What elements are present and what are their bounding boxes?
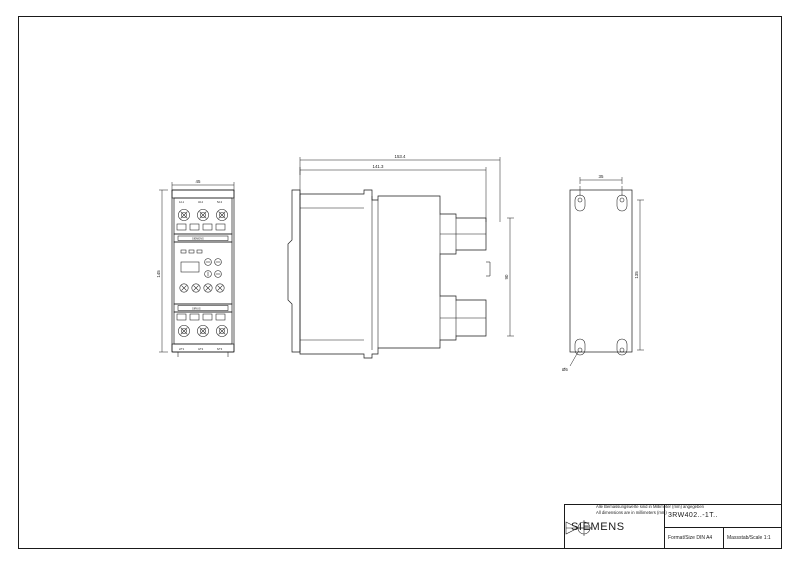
svg-text:5/L3: 5/L3 bbox=[217, 201, 223, 204]
title-block-row-designation bbox=[665, 505, 782, 528]
svg-text:1/L1: 1/L1 bbox=[179, 201, 185, 204]
title-block bbox=[564, 504, 782, 549]
front-view-dimensions bbox=[156, 179, 234, 352]
dim-side-height: 90 bbox=[504, 274, 509, 280]
note-de: Alle Bemassungswerte sind in Millimeter (mm) angegeben bbox=[596, 504, 704, 509]
svg-text:4/T2: 4/T2 bbox=[198, 348, 204, 351]
svg-text:SIRIUS: SIRIUS bbox=[192, 307, 201, 311]
dim-side-total-depth: 153.4 bbox=[394, 154, 406, 159]
dim-plate-hole-spacing: 35 bbox=[598, 174, 604, 179]
side-view-dimensions bbox=[300, 154, 514, 336]
title-block-logo bbox=[565, 505, 665, 549]
svg-text:2/T1: 2/T1 bbox=[179, 348, 185, 351]
format-value: DIN A4 bbox=[696, 535, 713, 542]
title-block-row-format bbox=[665, 528, 782, 550]
dim-plate-height: 135 bbox=[634, 271, 639, 279]
scale-value: 1:1 bbox=[763, 535, 771, 542]
svg-text:3/L2: 3/L2 bbox=[198, 201, 204, 204]
side-view bbox=[288, 190, 490, 358]
format-field bbox=[665, 528, 724, 550]
note-en: All dimensions are in millimeters (mm) bbox=[596, 510, 667, 515]
svg-text:SIEMENS: SIEMENS bbox=[192, 237, 204, 241]
dim-front-width: 45 bbox=[195, 179, 201, 184]
scale-field bbox=[724, 528, 782, 550]
drawing-designation: 3RW402..-1T.. bbox=[668, 512, 718, 520]
mounting-plate-view bbox=[562, 186, 632, 372]
mounting-plate-dimensions bbox=[580, 174, 644, 350]
siemens-wordmark: SIEMENS bbox=[571, 521, 625, 533]
title-block-fields bbox=[665, 505, 782, 549]
svg-text:6/T3: 6/T3 bbox=[217, 348, 223, 351]
dim-front-height: 145 bbox=[156, 270, 161, 278]
format-label: Format/Size bbox=[668, 535, 695, 542]
scale-label: Massstab/Scale bbox=[727, 535, 763, 542]
dim-hole-diameter: Ø5 bbox=[562, 367, 568, 372]
front-view bbox=[172, 190, 234, 357]
dim-side-inner-depth: 141.3 bbox=[372, 164, 384, 169]
